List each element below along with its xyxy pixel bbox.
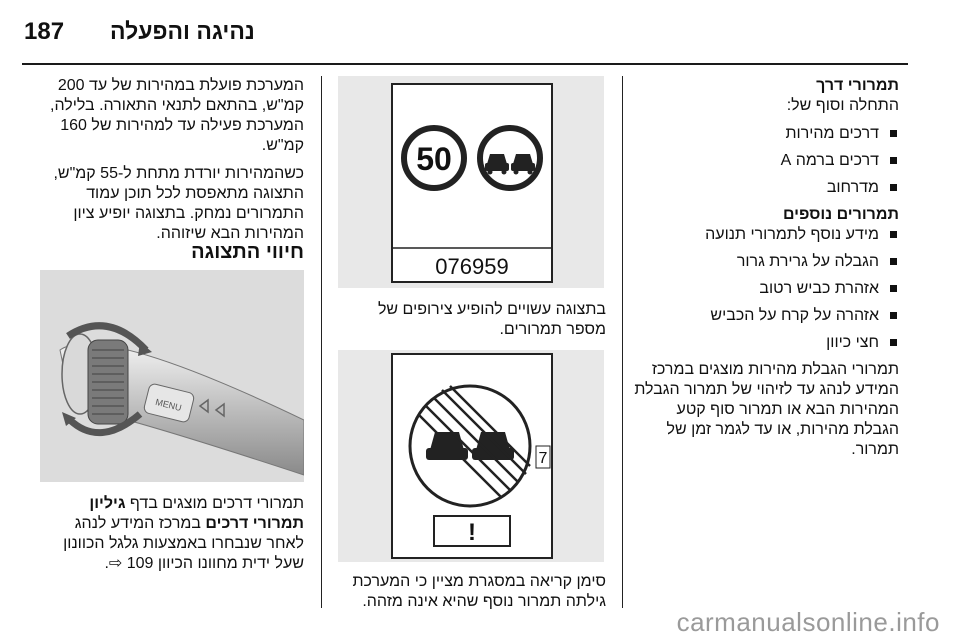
right-column bbox=[634, 76, 899, 460]
stalk-caption bbox=[40, 494, 304, 574]
list-item: אזהרת כביש רטוב bbox=[634, 279, 899, 299]
column-divider-right bbox=[622, 76, 623, 608]
traffic-sign-image-1 bbox=[338, 76, 604, 288]
caption-page-reference[interactable]: 109 ⇨. bbox=[104, 555, 154, 572]
section-intro: התחלה וסוף של: bbox=[786, 97, 899, 114]
section-title-additional-signs: תמרורים נוספים bbox=[782, 206, 899, 223]
side-sign-number: 7 bbox=[538, 450, 548, 467]
additional-signs-list bbox=[634, 225, 899, 353]
speed-limit-sign-illustration bbox=[338, 76, 604, 288]
speed-range-paragraph: המערכת פועלת במהירות של עד 200 קמ"ש, בהתאם לתנאי התאורה. בלילה, המערכת פעילה עד למהירות של 160 קמ"ש. bbox=[50, 77, 304, 154]
caption-unrecognized-sign: סימן קריאה במסגרת מציין כי המערכת גילתה תמרור נוסף שהיא אינה מזהה. bbox=[352, 573, 606, 610]
section-title-display: חיווי התצוגה bbox=[191, 241, 304, 263]
section-title-road-signs: תמרורי דרך bbox=[816, 77, 899, 94]
stalk-illustration bbox=[40, 270, 304, 482]
reset-paragraph: כשהמהירות יורדת מתחת ל-55 קמ"ש, התצוגה מתאפסת לכל תוכן עמוד התמרורים נמחק. בתצוגה יופיע ציון המהירות הבא שיזוהה. bbox=[53, 165, 304, 242]
column-divider-left bbox=[321, 76, 322, 608]
page-number: 187 bbox=[24, 18, 65, 45]
chapter-title: נהיגה והפעלה bbox=[110, 18, 255, 44]
list-item: דרכים מהירות bbox=[634, 124, 899, 144]
header-divider bbox=[22, 63, 908, 65]
watermark: carmanualsonline.info bbox=[676, 607, 940, 637]
list-item: מדרחוב bbox=[634, 178, 899, 198]
list-item: מידע נוסף לתמרורי תנועה bbox=[634, 225, 899, 245]
caption-text-middle: במרכז המידע לנהג לאחר שנבחרו באמצעות גלגל הכוונון שעל ידית מחוונו הכיוון bbox=[63, 515, 304, 572]
speed-limit-paragraph: תמרורי הגבלת מהירות מוצגים במרכז המידע לנהג עד לזיהוי של תמרור הגבלת המהירות הבא או תמרור סוף קטע הגבלת מהירות, או עד לגמר זמן של תמרור. bbox=[634, 361, 899, 458]
speed-limit-value: 50 bbox=[416, 141, 452, 177]
sign-plate-number: 076959 bbox=[435, 254, 509, 279]
menu-button-label: MENU bbox=[154, 396, 183, 413]
list-item: הגבלה על גרירת גרור bbox=[634, 252, 899, 272]
list-item: אזהרה על קרח על הכביש bbox=[634, 306, 899, 326]
caption-bold-roads: דרכים bbox=[205, 515, 249, 532]
caption-bold-page-name: גיליון תמרורי bbox=[89, 495, 304, 532]
end-no-overtaking-sign-illustration bbox=[338, 350, 604, 562]
traffic-sign-image-2 bbox=[338, 350, 604, 562]
road-signs-list bbox=[634, 124, 899, 198]
end-restriction-circle bbox=[410, 386, 530, 506]
list-item: דרכים ברמה A bbox=[634, 151, 899, 171]
caption-text-start: תמרורי דרכים מוצגים בדף bbox=[125, 495, 304, 512]
left-column-text bbox=[40, 76, 304, 244]
caption-sign-combinations: בתצוגה עשויים להופיע צירופים של מספר תמרורים. bbox=[377, 301, 606, 338]
turn-signal-stalk-image bbox=[40, 270, 304, 482]
exclamation-mark: ! bbox=[468, 519, 476, 546]
list-item: חצי כיוון bbox=[634, 333, 899, 353]
